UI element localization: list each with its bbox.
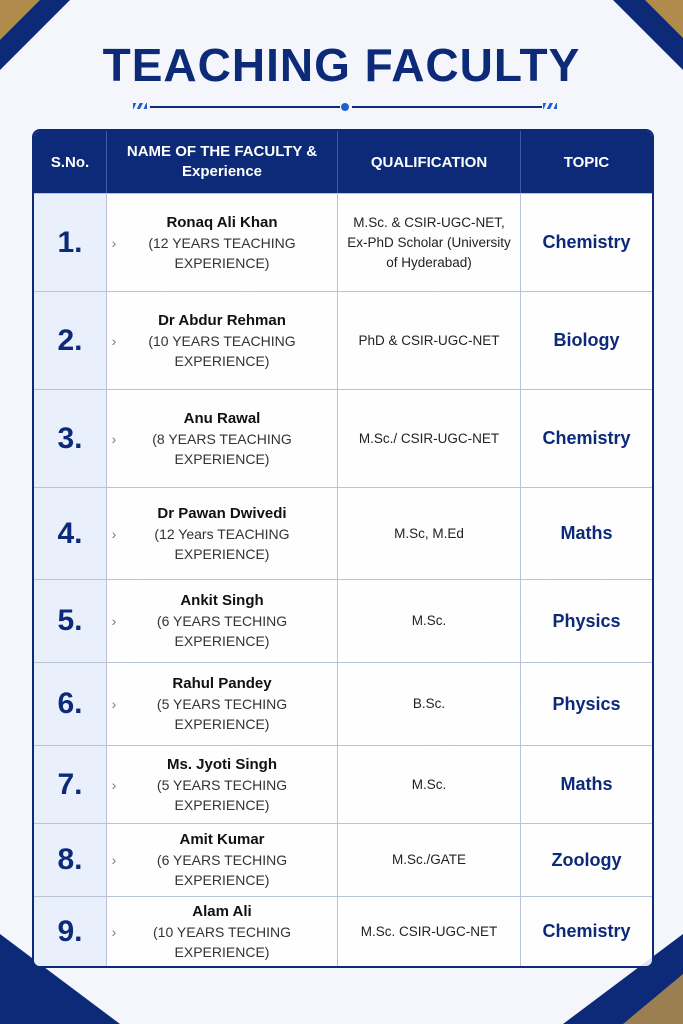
title-rule-right [352, 106, 542, 108]
row-sno: 7. [34, 746, 106, 823]
faculty-experience: (6 YEARS TECHING EXPERIENCE) [156, 613, 288, 649]
header-topic: TOPIC [563, 153, 610, 171]
chevron-right-icon: › [111, 234, 117, 251]
table-row [34, 662, 652, 745]
table-row [34, 193, 652, 291]
faculty-topic: Chemistry [542, 428, 631, 448]
faculty-experience: (6 YEARS TECHING EXPERIENCE) [156, 852, 288, 888]
faculty-experience: (10 YEARS TECHING EXPERIENCE) [153, 923, 291, 960]
title-rule-left [150, 106, 340, 108]
header-name-line2: Experience [181, 163, 263, 180]
header-name-line1: NAME OF THE FACULTY & [126, 143, 318, 160]
faculty-qualification: M.Sc. & CSIR-UGC-NET, Ex-PhD Scholar (University of Hyderabad) [347, 214, 511, 270]
header-sno: S.No. [34, 131, 107, 193]
row-sno: 3. [34, 390, 106, 487]
faculty-experience: (12 YEARS TEACHING EXPERIENCE) [148, 234, 296, 271]
faculty-experience: (10 YEARS TEACHING EXPERIENCE) [148, 332, 296, 369]
faculty-experience: (5 YEARS TECHING EXPERIENCE) [156, 696, 288, 732]
faculty-name: Anu Rawal [183, 409, 261, 427]
row-sno: 4. [34, 488, 106, 579]
chevron-right-icon: › [111, 430, 117, 447]
faculty-name: Dr Pawan Dwivedi [157, 504, 287, 522]
table-row [34, 487, 652, 579]
chevron-right-icon: › [111, 852, 117, 868]
faculty-qualification: M.Sc. [411, 776, 447, 792]
faculty-name: Ms. Jyoti Singh [166, 755, 277, 773]
faculty-qualification: M.Sc./GATE [391, 852, 466, 867]
table-row [34, 579, 652, 662]
faculty-qualification: M.Sc. [411, 613, 447, 628]
chevron-right-icon: › [111, 525, 117, 542]
faculty-name: Dr Abdur Rehman [158, 311, 286, 329]
title-rule-mark-left [133, 103, 147, 109]
faculty-qualification: PhD & CSIR-UGC-NET [358, 332, 500, 348]
chevron-right-icon: › [111, 776, 117, 793]
table-header-row [34, 131, 652, 193]
row-sno: 1. [34, 194, 106, 291]
table-row [34, 896, 652, 966]
faculty-qualification: M.Sc./ CSIR-UGC-NET [358, 430, 500, 446]
faculty-qualification: B.Sc. [412, 696, 446, 711]
faculty-name: Alam Ali [192, 902, 252, 920]
faculty-experience: (5 YEARS TECHING EXPERIENCE) [156, 776, 288, 813]
faculty-topic: Maths [560, 774, 613, 794]
faculty-qualification: M.Sc. CSIR-UGC-NET [360, 923, 498, 939]
chevron-right-icon: › [111, 332, 117, 349]
faculty-topic: Biology [553, 330, 620, 350]
corner-accent-top-left [0, 0, 40, 40]
table-row [34, 291, 652, 389]
row-sno: 8. [34, 824, 106, 896]
table-row [34, 389, 652, 487]
row-sno: 9. [34, 897, 106, 966]
header-name [107, 131, 338, 193]
chevron-right-icon: › [111, 923, 117, 940]
row-sno: 5. [34, 580, 106, 662]
table-row [34, 823, 652, 896]
faculty-topic: Physics [552, 693, 621, 714]
corner-accent-top-right [645, 0, 683, 38]
faculty-topic: Chemistry [542, 232, 631, 252]
chevron-right-icon: › [111, 696, 117, 712]
faculty-topic: Physics [552, 610, 621, 631]
faculty-table [32, 129, 654, 968]
faculty-topic: Zoology [551, 849, 622, 870]
faculty-experience: (8 YEARS TEACHING EXPERIENCE) [152, 430, 292, 467]
chevron-right-icon: › [111, 613, 117, 629]
faculty-name: Amit Kumar [179, 831, 265, 848]
corner-accent-bottom-right [623, 974, 683, 1024]
header-qualification: QUALIFICATION [338, 131, 521, 193]
faculty-name: Ronaq Ali Khan [166, 213, 278, 231]
row-sno: 6. [34, 663, 106, 745]
row-sno: 2. [34, 292, 106, 389]
faculty-topic: Maths [560, 523, 613, 543]
faculty-experience: (12 Years TEACHING EXPERIENCE) [154, 525, 290, 562]
page-title: TEACHING FACULTY [102, 39, 581, 91]
faculty-topic: Chemistry [542, 921, 631, 941]
faculty-name: Rahul Pandey [172, 675, 272, 692]
title-rule-dot [341, 103, 349, 111]
title-rule-mark-right [543, 103, 557, 109]
table-row [34, 745, 652, 823]
faculty-qualification: M.Sc, M.Ed [394, 525, 464, 541]
faculty-name: Ankit Singh [180, 592, 264, 609]
